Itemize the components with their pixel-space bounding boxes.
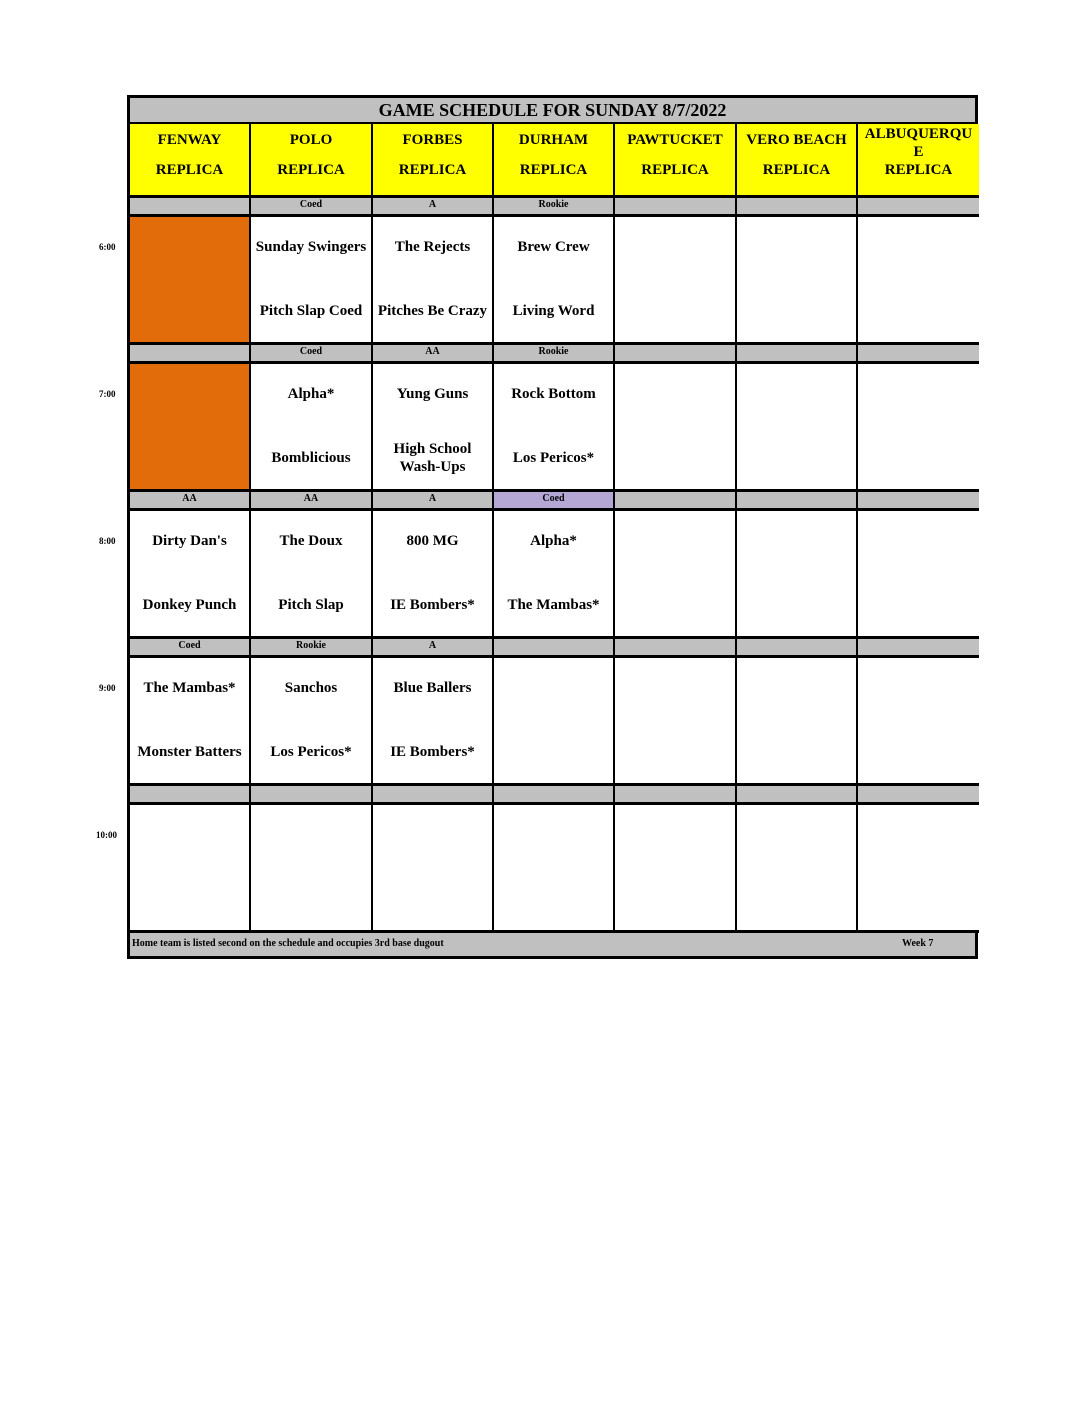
- field-type: REPLICA: [519, 162, 588, 178]
- field-type: REPLICA: [398, 162, 467, 178]
- away-team: Rock Bottom: [511, 386, 596, 402]
- away-team: Yung Guns: [396, 386, 469, 402]
- game-cell: [130, 805, 251, 933]
- division-label: [615, 639, 737, 658]
- field-header: [373, 124, 494, 198]
- game-cell: [858, 217, 979, 345]
- game-cell: [373, 364, 494, 492]
- division-label: [737, 492, 858, 511]
- division-label: Coed: [494, 492, 615, 511]
- away-team: 800 MG: [406, 533, 459, 549]
- game-cell: [373, 658, 494, 786]
- division-label: [737, 786, 858, 805]
- time-label: 6:00: [99, 242, 116, 252]
- home-team: Donkey Punch: [142, 597, 237, 613]
- away-team: The Doux: [279, 533, 343, 549]
- game-cell: [615, 658, 737, 786]
- field-type: REPLICA: [277, 162, 345, 178]
- game-cell: [494, 511, 615, 639]
- game-cell: [130, 217, 251, 345]
- schedule-sheet: [127, 95, 978, 959]
- game-cell: [737, 217, 858, 345]
- schedule-title: GAME SCHEDULE FOR SUNDAY 8/7/2022: [130, 98, 975, 124]
- field-type: REPLICA: [155, 162, 224, 178]
- game-cell: [737, 658, 858, 786]
- home-team: Pitch Slap Coed: [259, 303, 363, 319]
- game-cell: [373, 217, 494, 345]
- game-cell: [737, 805, 858, 933]
- division-label: [858, 492, 979, 511]
- field-header: [737, 124, 858, 198]
- division-label: [130, 786, 251, 805]
- game-cell: [858, 658, 979, 786]
- time-label: 8:00: [99, 536, 116, 546]
- division-label: A: [373, 492, 494, 511]
- away-team: Sunday Swingers: [255, 239, 367, 255]
- game-cell: [615, 364, 737, 492]
- division-label: AA: [130, 492, 251, 511]
- game-cell: [858, 511, 979, 639]
- game-cell: [251, 364, 373, 492]
- division-label: [494, 639, 615, 658]
- division-label: [858, 198, 979, 217]
- game-cell: [737, 364, 858, 492]
- game-cell: [737, 511, 858, 639]
- division-label: A: [373, 198, 494, 217]
- division-label: [373, 786, 494, 805]
- division-label: [494, 786, 615, 805]
- game-cell: [130, 511, 251, 639]
- division-label: A: [373, 639, 494, 658]
- game-cell: [251, 511, 373, 639]
- field-header: [858, 124, 979, 198]
- footer-note: Home team is listed second on the schedule and occupies 3rd base dugout: [132, 938, 444, 949]
- division-label: Rookie: [251, 639, 373, 658]
- home-team: Pitch Slap: [278, 597, 344, 613]
- field-header: [494, 124, 615, 198]
- game-cell: [130, 658, 251, 786]
- division-label: [858, 639, 979, 658]
- week-label: Week 7: [902, 938, 934, 949]
- game-cell: [615, 217, 737, 345]
- field-header: [251, 124, 373, 198]
- game-cell: [494, 364, 615, 492]
- time-label: 10:00: [96, 830, 117, 840]
- field-type: REPLICA: [641, 162, 709, 178]
- home-team: Living Word: [512, 303, 595, 319]
- field-type: REPLICA: [762, 162, 831, 178]
- time-label: 9:00: [99, 683, 116, 693]
- field-name: ALBUQUERQU E: [864, 126, 973, 160]
- game-cell: [494, 217, 615, 345]
- field-name: DURHAM: [518, 132, 589, 148]
- home-team: Pitches Be Crazy: [377, 303, 488, 319]
- away-team: Alpha*: [287, 386, 335, 402]
- home-team: High School Wash-Ups: [393, 441, 472, 475]
- field-name: PAWTUCKET: [627, 132, 723, 148]
- home-team: Monster Batters: [137, 744, 242, 760]
- field-type: REPLICA: [884, 162, 953, 178]
- home-team: Los Pericos*: [512, 450, 595, 466]
- game-cell: [373, 511, 494, 639]
- field-header: [615, 124, 737, 198]
- away-team: Dirty Dan's: [152, 533, 227, 549]
- game-cell: [251, 805, 373, 933]
- division-label: AA: [373, 345, 494, 364]
- away-team: Sanchos: [284, 680, 338, 696]
- division-label: [130, 198, 251, 217]
- division-label: [615, 786, 737, 805]
- home-team: Bomblicious: [271, 450, 351, 466]
- away-team: The Mambas*: [143, 680, 236, 696]
- home-team: Los Pericos*: [270, 744, 352, 760]
- division-label: [737, 345, 858, 364]
- division-label: Coed: [130, 639, 251, 658]
- away-team: Alpha*: [530, 533, 577, 549]
- division-label: [737, 198, 858, 217]
- field-name: FORBES: [402, 132, 463, 148]
- game-cell: [615, 805, 737, 933]
- home-team: The Mambas*: [507, 597, 600, 613]
- division-label: Rookie: [494, 345, 615, 364]
- division-label: [615, 198, 737, 217]
- game-cell: [494, 805, 615, 933]
- home-team: IE Bombers*: [390, 597, 475, 613]
- division-label: Coed: [251, 198, 373, 217]
- game-cell: [373, 805, 494, 933]
- away-team: The Rejects: [394, 239, 471, 255]
- division-label: Rookie: [494, 198, 615, 217]
- home-team: IE Bombers*: [390, 744, 475, 760]
- game-cell: [251, 217, 373, 345]
- division-label: Coed: [251, 345, 373, 364]
- division-label: [615, 345, 737, 364]
- schedule-footer: [130, 933, 975, 956]
- field-name: VERO BEACH: [746, 132, 847, 148]
- division-label: [251, 786, 373, 805]
- division-label: [130, 345, 251, 364]
- field-name: FENWAY: [157, 132, 222, 148]
- field-name: POLO: [289, 132, 333, 148]
- division-label: [858, 786, 979, 805]
- division-label: AA: [251, 492, 373, 511]
- game-cell: [251, 658, 373, 786]
- away-team: Blue Ballers: [393, 680, 472, 696]
- game-cell: [858, 805, 979, 933]
- game-cell: [615, 511, 737, 639]
- time-label: 7:00: [99, 389, 116, 399]
- division-label: [858, 345, 979, 364]
- division-label: [615, 492, 737, 511]
- game-cell: [494, 658, 615, 786]
- division-label: [737, 639, 858, 658]
- game-cell: [858, 364, 979, 492]
- game-cell: [130, 364, 251, 492]
- field-header: [130, 124, 251, 198]
- away-team: Brew Crew: [517, 239, 590, 255]
